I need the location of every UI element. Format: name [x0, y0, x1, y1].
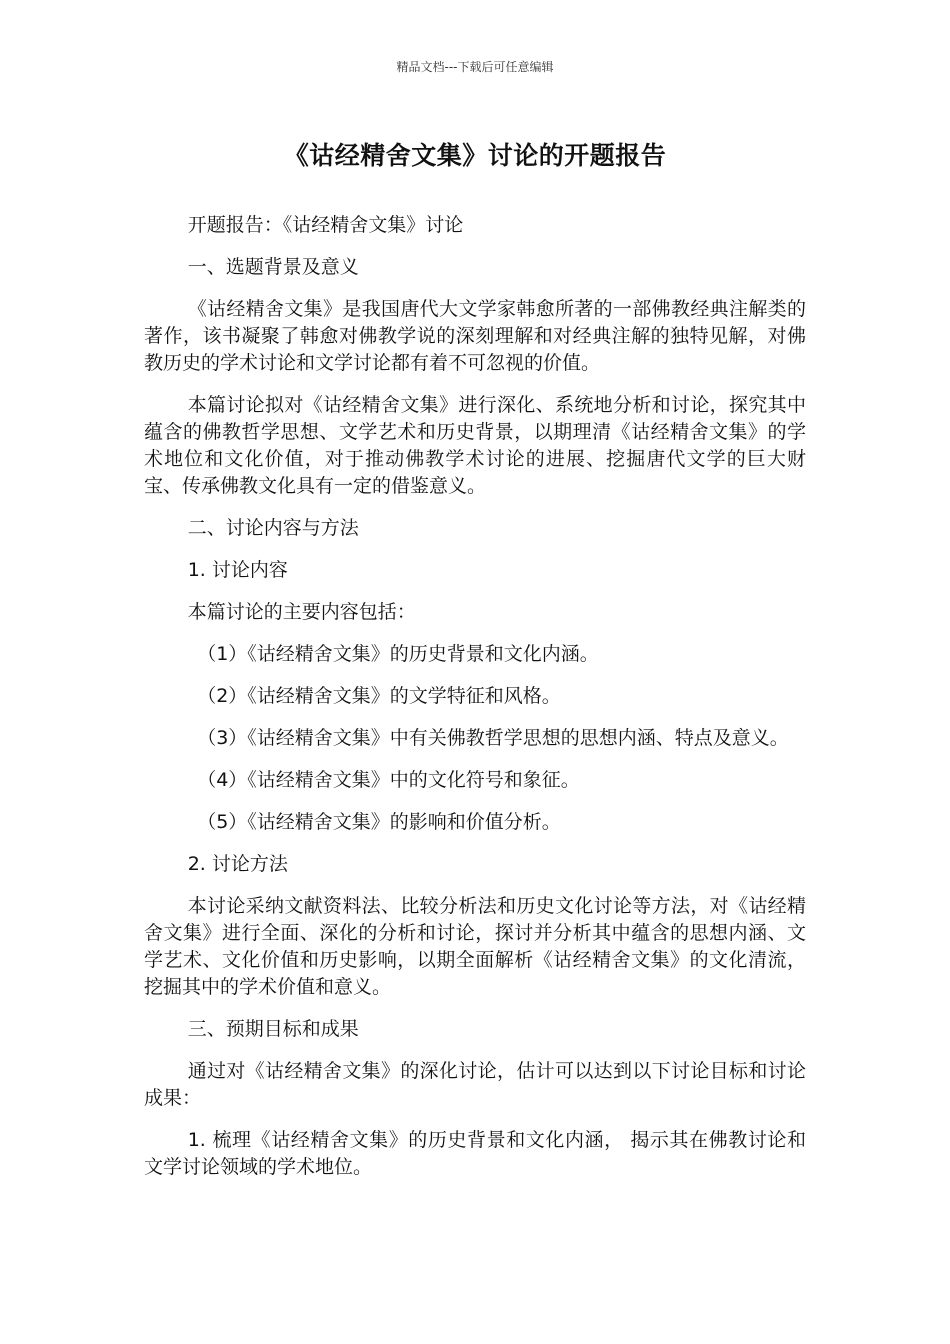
paragraph-background-1: 《诂经精舍文集》是我国唐代大文学家韩愈所著的一部佛教经典注解类的著作，该书凝聚了韩愈对佛教学说的深刻理解和对经典注解的独特见解，对佛教历史的学术讨论和文学讨论都有着不可忽视的价值。 [144, 298, 806, 374]
document-title: 《诂经精舍文集》讨论的开题报告 [283, 141, 667, 170]
paragraph-report-label: 开题报告：《诂经精舍文集》讨论 [187, 214, 464, 236]
heading-content-method: 二、讨论内容与方法 [187, 517, 359, 539]
paragraph-background-2: 本篇讨论拟对《诂经精舍文集》进行深化、系统地分析和讨论，探究其中蕴含的佛教哲学思想、文学艺术和历史背景，以期理清《诂经精舍文集》的学术地位和文化价值，对于推动佛教学术讨论的进展、挖掘唐代文学的巨大财宝、传承佛教文化具有一定的借鉴意义。 [144, 394, 806, 497]
list-item-5: （5）《诂经精舍文集》的影响和价值分析。 [197, 811, 561, 833]
list-item-3: （3）《诂经精舍文集》中有关佛教哲学思想的思想内涵、特点及意义。 [197, 727, 789, 749]
document-body [144, 212, 806, 1196]
paragraph-goal-1: 1. 梳理《诂经精舍文集》的历史背景和文化内涵， 揭示其在佛教讨论和文学讨论领域的学术地位。 [144, 1129, 806, 1178]
list-item-2: （2）《诂经精舍文集》的文学特征和风格。 [197, 685, 561, 707]
heading-background: 一、选题背景及意义 [187, 256, 359, 278]
subheading-method: 2. 讨论方法 [187, 853, 288, 875]
paragraph-content-intro: 本篇讨论的主要内容包括： [187, 601, 416, 623]
subheading-content: 1. 讨论内容 [187, 559, 288, 581]
paragraph-goals-intro: 通过对《诂经精舍文集》的深化讨论，估计可以达到以下讨论目标和讨论成果： [144, 1060, 806, 1109]
heading-goals: 三、预期目标和成果 [187, 1018, 359, 1040]
list-item-4: （4）《诂经精舍文集》中的文化符号和象征。 [197, 769, 580, 791]
header-note: 精品文档---下载后可任意编辑 [396, 60, 554, 74]
paragraph-method: 本讨论采纳文献资料法、比较分析法和历史文化讨论等方法，对《诂经精舍文集》进行全面、深化的分析和讨论，探讨并分析其中蕴含的思想内涵、文学艺术、文化价值和历史影响，以期全面解析《诂经精舍文集》的文化清流，挖掘其中的学术价值和意义。 [144, 895, 806, 998]
list-item-1: （1）《诂经精舍文集》的历史背景和文化内涵。 [197, 643, 599, 665]
